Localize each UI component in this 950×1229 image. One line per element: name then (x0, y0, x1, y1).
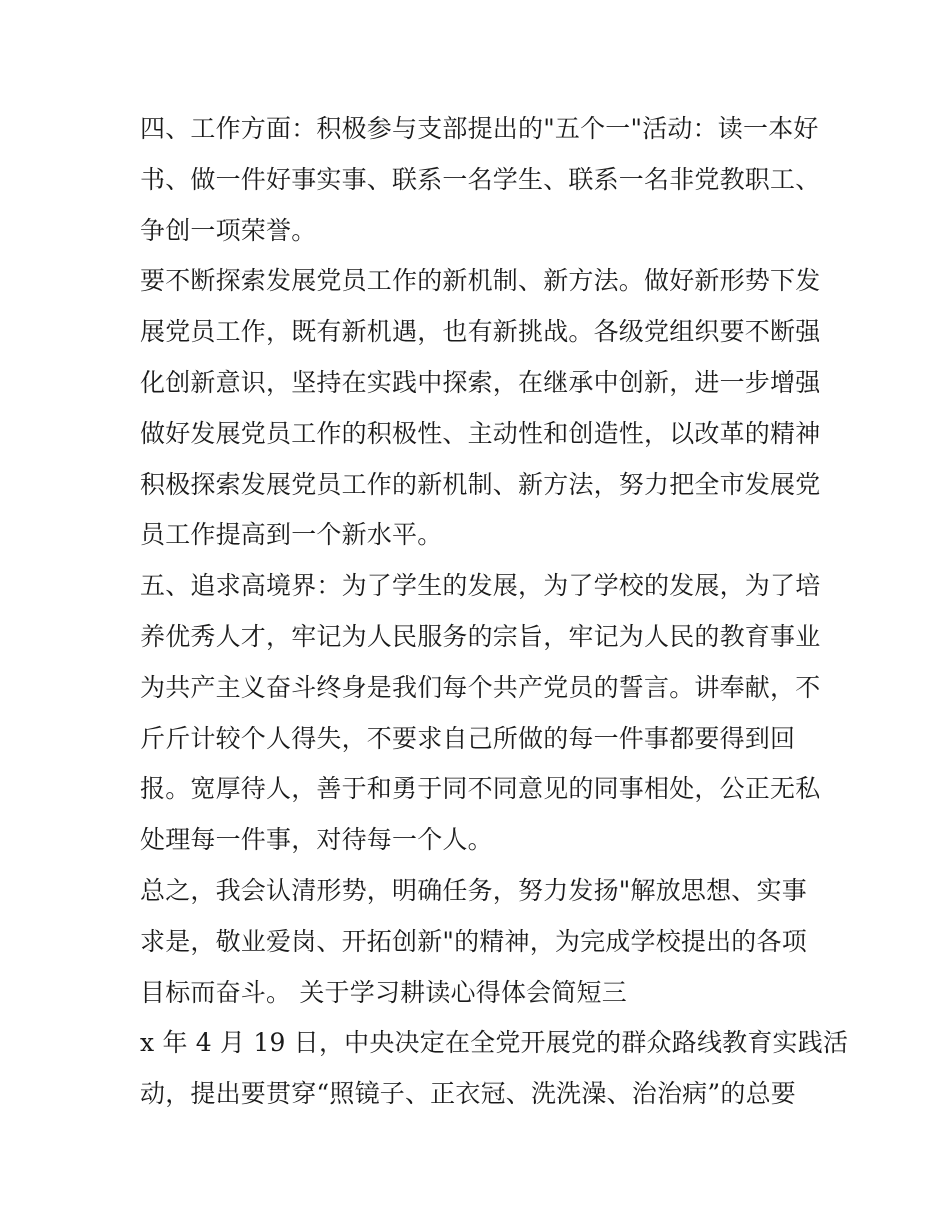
text-line: 总之，我会认清形势，明确任务，努力发扬"解放思想、实事 (140, 875, 807, 905)
text-line: 积极探索发展党员工作的新机制、新方法，努力把全市发展党 (140, 469, 821, 499)
text-line: 目标而奋斗。 关于学习耕读心得体会简短三 (140, 977, 627, 1007)
text-line: 化创新意识，坚持在实践中探索，在继承中创新，进一步增强 (140, 367, 821, 397)
text-line: 四、工作方面：积极参与支部提出的"五个一"活动：读一本好 (140, 114, 819, 143)
text-line: 处理每一件事，对待每一个人。 (140, 825, 493, 855)
text-line: 书、做一件好事实事、联系一名学生、联系一名非党教职工、 (140, 164, 821, 194)
text-line: 为共产主义奋斗终身是我们每个共产党员的誓言。讲奉献，不 (140, 672, 821, 702)
text-line: 五、追求高境界：为了学生的发展，为了学校的发展，为了培 (140, 571, 821, 601)
text-line: 展党员工作，既有新机遇，也有新挑战。各级党组织要不断强 (140, 317, 821, 347)
text-line: 员工作提高到一个新水平。 (140, 520, 443, 550)
text-line: 斤斤计较个人得失，不要求自己所做的每一件事都要得到回 (140, 723, 796, 753)
text-line: x 年 4 月 19 日，中央决定在全党开展党的群众路线教育实践活 (140, 1028, 849, 1058)
text-line: 争创一项荣誉。 (140, 215, 317, 245)
text-line: 动，提出要贯穿“照镜子、正衣冠、洗洗澡、治治病”的总要 (140, 1079, 796, 1109)
text-line: 做好发展党员工作的积极性、主动性和创造性，以改革的精神 (140, 418, 821, 448)
text-line: 求是，敬业爱岗、开拓创新"的精神，为完成学校提出的各项 (140, 926, 807, 956)
document-body (140, 104, 849, 1120)
text-line: 报。宽厚待人，善于和勇于同不同意见的同事相处，公正无私 (140, 774, 821, 804)
text-line: 养优秀人才，牢记为人民服务的宗旨，牢记为人民的教育事业 (140, 621, 821, 651)
text-line: 要不断探索发展党员工作的新机制、新方法。做好新形势下发 (140, 266, 821, 296)
